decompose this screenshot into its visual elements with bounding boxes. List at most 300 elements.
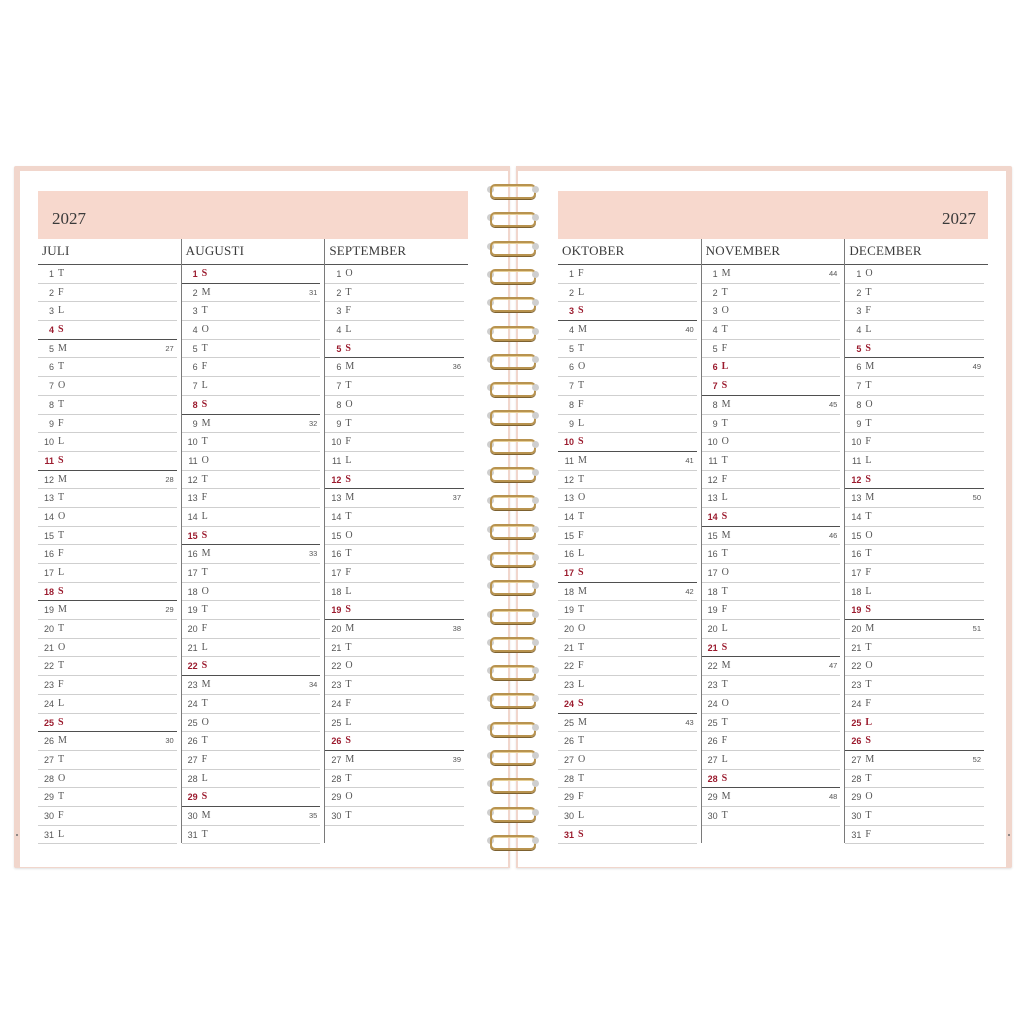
day-row xyxy=(845,471,984,490)
day-number: 22 xyxy=(43,661,54,672)
weekday-letter: L xyxy=(58,697,65,709)
wire-coil xyxy=(490,778,536,793)
weekday-letter: F xyxy=(865,567,871,578)
day-number: 29 xyxy=(43,792,54,803)
weekday-letter: L xyxy=(578,679,585,691)
day-row xyxy=(702,601,841,620)
day-number: 8 xyxy=(48,399,54,410)
weekday-letter: L xyxy=(721,623,728,635)
weekday-letter: T xyxy=(58,268,65,279)
weekday-letter: O xyxy=(345,660,353,672)
weekday-letter: L xyxy=(345,454,352,466)
day-row xyxy=(558,751,697,770)
day-number: 5 xyxy=(336,343,342,354)
week-number: 51 xyxy=(972,624,982,634)
day-row xyxy=(325,639,464,658)
day-row xyxy=(702,770,841,789)
day-number: 6 xyxy=(48,362,54,373)
day-number: 29 xyxy=(187,792,198,803)
weekday-letter: T xyxy=(58,361,65,373)
punch-hole xyxy=(532,611,539,618)
day-number: 19 xyxy=(851,605,862,616)
day-number: 12 xyxy=(331,474,342,485)
day-row xyxy=(182,358,321,377)
day-row xyxy=(702,732,841,751)
day-row xyxy=(702,396,841,415)
day-number: 3 xyxy=(336,306,342,317)
day-row xyxy=(325,807,464,826)
day-number: 18 xyxy=(851,586,862,597)
day-row xyxy=(845,695,984,714)
weekday-letter: T xyxy=(58,529,65,541)
day-number: 3 xyxy=(856,306,862,317)
day-row xyxy=(325,452,464,471)
weekday-letter: O xyxy=(201,324,209,336)
day-row xyxy=(702,452,841,471)
day-number: 14 xyxy=(331,511,342,522)
day-row xyxy=(38,564,177,583)
day-row xyxy=(845,302,984,321)
day-number: 13 xyxy=(187,493,198,504)
day-row xyxy=(38,284,177,303)
day-row xyxy=(325,751,464,770)
day-row xyxy=(38,433,177,452)
day-row xyxy=(845,284,984,303)
punch-hole xyxy=(532,384,539,391)
wire-coil xyxy=(490,722,536,737)
day-row xyxy=(182,788,321,807)
spiral-ring xyxy=(485,549,541,567)
day-row xyxy=(558,639,697,658)
day-number: 13 xyxy=(851,493,862,504)
day-number: 16 xyxy=(563,549,574,560)
day-number: 2 xyxy=(48,287,54,298)
weekday-letter: F xyxy=(865,697,871,709)
week-number: 31 xyxy=(309,287,318,297)
day-number: 16 xyxy=(851,549,862,560)
day-number: 4 xyxy=(192,325,198,336)
day-row xyxy=(845,508,984,527)
weekday-letter: F xyxy=(201,753,208,765)
spiral-ring xyxy=(485,662,541,680)
year-label-left: 2027 xyxy=(52,209,86,228)
day-row xyxy=(182,770,321,789)
day-number: 24 xyxy=(331,698,342,709)
day-row xyxy=(38,583,177,602)
day-number: 11 xyxy=(188,455,198,466)
weekday-letter: L xyxy=(58,567,65,578)
day-row xyxy=(325,620,464,639)
wire-coil xyxy=(490,382,536,397)
day-row xyxy=(845,770,984,789)
day-row xyxy=(558,807,697,826)
weekday-letter: M xyxy=(201,286,211,298)
weekday-letter: O xyxy=(58,380,66,392)
weekday-letter: S xyxy=(865,735,871,747)
day-number: 12 xyxy=(563,474,574,485)
month-name: SEPTEMBER xyxy=(325,239,468,265)
week-number: 43 xyxy=(685,717,694,727)
day-row xyxy=(702,564,841,583)
day-number: 19 xyxy=(707,605,718,616)
day-row xyxy=(325,265,464,284)
day-row xyxy=(845,527,984,546)
day-number: 7 xyxy=(336,381,342,392)
day-row xyxy=(702,620,841,639)
weekday-letter: T xyxy=(345,417,352,429)
weekday-letter: T xyxy=(201,697,208,709)
day-row xyxy=(702,788,841,807)
weekday-letter: O xyxy=(721,436,729,448)
weekday-letter: L xyxy=(578,286,585,298)
spiral-ring xyxy=(485,323,541,341)
day-row xyxy=(702,545,841,564)
weekday-letter: F xyxy=(345,305,351,317)
day-number: 23 xyxy=(331,680,342,691)
day-number: 18 xyxy=(331,586,342,597)
weekday-letter: S xyxy=(578,567,584,578)
day-row xyxy=(702,265,841,284)
day-number: 16 xyxy=(707,549,718,560)
day-row xyxy=(182,284,321,303)
day-row xyxy=(38,807,177,826)
weekday-letter: F xyxy=(865,436,871,448)
day-row xyxy=(325,770,464,789)
week-number: 44 xyxy=(829,269,838,278)
wire-coil xyxy=(490,524,536,539)
weekday-letter: T xyxy=(345,380,352,392)
weekday-letter: S xyxy=(201,268,208,279)
day-row xyxy=(325,676,464,695)
punch-hole xyxy=(532,497,539,504)
day-row xyxy=(845,396,984,415)
month-name: AUGUSTI xyxy=(182,239,325,265)
punch-hole xyxy=(532,271,539,278)
day-row xyxy=(38,657,177,676)
weekday-letter: M xyxy=(201,417,211,429)
weekday-letter: M xyxy=(865,753,875,765)
day-row xyxy=(182,396,321,415)
day-row xyxy=(325,340,464,359)
weekday-letter: F xyxy=(58,809,64,821)
weekday-letter: L xyxy=(721,361,729,373)
weekday-letter: T xyxy=(865,286,872,298)
weekday-letter: T xyxy=(865,380,872,392)
weekday-letter: L xyxy=(865,454,872,466)
weekday-letter: T xyxy=(721,454,728,466)
day-row xyxy=(845,676,984,695)
week-number: 47 xyxy=(829,661,838,671)
month-column xyxy=(558,239,701,843)
day-number: 3 xyxy=(192,306,198,317)
weekday-letter: M xyxy=(721,398,731,410)
day-row xyxy=(702,695,841,714)
day-number: 26 xyxy=(187,736,198,747)
day-row xyxy=(845,732,984,751)
month-grid-left xyxy=(38,239,468,843)
day-row xyxy=(325,377,464,396)
day-number: 17 xyxy=(43,568,54,578)
day-number: 7 xyxy=(48,381,54,392)
weekday-letter: T xyxy=(865,510,872,522)
wire-coil xyxy=(490,750,536,765)
weekday-letter: O xyxy=(201,716,209,728)
spiral-binding xyxy=(485,181,541,861)
day-number: 11 xyxy=(564,455,574,466)
day-number: 27 xyxy=(187,754,198,765)
day-number: 30 xyxy=(187,810,198,821)
day-number: 23 xyxy=(43,680,54,691)
day-row xyxy=(845,564,984,583)
week-number: 39 xyxy=(452,754,462,764)
spiral-ring xyxy=(485,804,541,822)
day-number: 20 xyxy=(851,624,862,635)
weekday-letter: S xyxy=(201,529,208,541)
day-row xyxy=(558,358,697,377)
day-number: 4 xyxy=(336,325,342,336)
day-number: 6 xyxy=(712,362,718,373)
day-row xyxy=(558,601,697,620)
week-number: 46 xyxy=(829,530,838,540)
week-number: 27 xyxy=(165,343,174,353)
day-number: 7 xyxy=(568,381,574,392)
day-row xyxy=(558,415,697,434)
day-number: 4 xyxy=(48,325,54,336)
day-row xyxy=(702,508,841,527)
weekday-letter: F xyxy=(721,604,728,616)
weekday-letter: T xyxy=(201,473,208,485)
day-number: 9 xyxy=(712,418,718,429)
day-row xyxy=(38,601,177,620)
spiral-ring xyxy=(485,351,541,369)
weekday-letter: L xyxy=(201,772,208,784)
day-row xyxy=(325,489,464,508)
day-row xyxy=(325,564,464,583)
weekday-letter: O xyxy=(345,529,353,541)
weekday-letter: S xyxy=(721,772,728,784)
day-row xyxy=(182,340,321,359)
day-number: 15 xyxy=(43,530,54,541)
weekday-letter: T xyxy=(58,791,65,803)
weekday-letter: O xyxy=(578,753,586,765)
day-row xyxy=(702,340,841,359)
day-row xyxy=(182,620,321,639)
year-header-band-right xyxy=(558,191,988,239)
weekday-letter: F xyxy=(201,623,208,635)
month-name: NOVEMBER xyxy=(702,239,845,265)
day-row xyxy=(558,508,697,527)
day-row xyxy=(702,807,841,826)
day-number: 11 xyxy=(332,455,342,466)
weekday-letter: F xyxy=(345,697,351,709)
week-number: 38 xyxy=(452,624,462,634)
weekday-letter: T xyxy=(865,641,872,653)
day-row xyxy=(38,415,177,434)
day-row xyxy=(845,583,984,602)
wire-coil xyxy=(490,326,536,341)
day-number: 17 xyxy=(331,568,342,578)
month-column xyxy=(181,239,325,843)
weekday-letter: T xyxy=(201,604,208,616)
weekday-letter: M xyxy=(578,454,587,466)
day-number: 23 xyxy=(187,680,198,691)
spiral-ring xyxy=(485,577,541,595)
day-row xyxy=(38,527,177,546)
day-number: 28 xyxy=(707,773,718,784)
day-number: 30 xyxy=(563,810,574,821)
weekday-letter: T xyxy=(578,641,585,653)
day-row xyxy=(702,321,841,340)
day-number: 26 xyxy=(43,736,54,747)
spiral-ring xyxy=(485,407,541,425)
weekday-letter: M xyxy=(865,492,875,504)
day-number: 17 xyxy=(187,568,198,578)
day-number: 28 xyxy=(187,773,198,784)
day-number: 25 xyxy=(563,717,574,728)
wire-coil xyxy=(490,184,536,199)
day-row xyxy=(182,302,321,321)
weekday-letter: M xyxy=(578,716,587,728)
day-number: 1 xyxy=(712,269,718,279)
weekday-letter: T xyxy=(345,772,352,784)
day-number: 29 xyxy=(851,792,862,803)
punch-hole xyxy=(532,667,539,674)
weekday-letter: L xyxy=(58,305,65,317)
day-number: 19 xyxy=(331,605,342,616)
week-number: 29 xyxy=(165,605,174,615)
day-row xyxy=(702,377,841,396)
weekday-letter: M xyxy=(721,791,731,803)
day-number: 12 xyxy=(187,474,198,485)
week-number: 52 xyxy=(972,754,982,764)
day-number: 23 xyxy=(563,680,574,691)
day-row xyxy=(38,265,177,284)
day-number: 21 xyxy=(563,642,574,653)
day-number: 6 xyxy=(336,362,342,373)
day-row xyxy=(325,527,464,546)
day-row xyxy=(845,601,984,620)
week-number: 30 xyxy=(165,736,174,746)
day-row xyxy=(182,452,321,471)
day-number: 29 xyxy=(563,792,574,803)
day-number: 15 xyxy=(187,530,198,541)
day-number: 1 xyxy=(856,269,862,279)
day-number: 12 xyxy=(707,474,718,485)
wire-coil xyxy=(490,354,536,369)
day-number: 2 xyxy=(336,287,342,298)
day-number: 26 xyxy=(563,736,574,747)
day-number: 24 xyxy=(563,698,574,709)
day-number: 10 xyxy=(707,437,718,448)
weekday-letter: L xyxy=(578,809,585,821)
day-row xyxy=(325,396,464,415)
month-column xyxy=(324,239,468,843)
weekday-letter: T xyxy=(578,735,585,747)
weekday-letter: O xyxy=(721,697,729,709)
weekday-letter: M xyxy=(345,623,355,635)
day-row xyxy=(182,732,321,751)
weekday-letter: L xyxy=(201,510,208,522)
day-number: 21 xyxy=(851,642,862,653)
day-row xyxy=(38,358,177,377)
day-number: 21 xyxy=(331,642,342,653)
weekday-letter: S xyxy=(58,454,64,466)
day-number: 1 xyxy=(336,269,342,279)
day-number: 14 xyxy=(187,511,198,522)
day-number: 25 xyxy=(187,717,198,728)
day-row xyxy=(182,676,321,695)
spiral-ring xyxy=(485,436,541,454)
day-number: 20 xyxy=(43,624,54,635)
weekday-letter: M xyxy=(721,268,731,279)
day-number: 29 xyxy=(707,792,718,803)
spiral-ring xyxy=(485,492,541,510)
weekday-letter: F xyxy=(578,398,584,410)
day-number: 22 xyxy=(707,661,718,672)
weekday-letter: O xyxy=(865,660,873,672)
punch-hole xyxy=(532,526,539,533)
weekday-letter: F xyxy=(865,305,871,317)
day-row xyxy=(845,489,984,508)
spiral-ring xyxy=(485,832,541,850)
day-number: 13 xyxy=(563,493,574,504)
weekday-letter: S xyxy=(345,735,351,747)
weekday-letter: F xyxy=(345,436,351,448)
day-number: 21 xyxy=(43,642,54,653)
weekday-letter: O xyxy=(58,641,66,653)
weekday-letter: T xyxy=(58,753,65,765)
day-row xyxy=(558,732,697,751)
punch-hole xyxy=(532,186,539,193)
day-number: 22 xyxy=(563,661,574,672)
weekday-letter: T xyxy=(201,436,208,448)
wire-coil xyxy=(490,637,536,652)
day-row xyxy=(38,695,177,714)
weekday-letter: T xyxy=(345,641,352,653)
day-number: 13 xyxy=(707,493,718,504)
week-number: 41 xyxy=(685,455,694,465)
day-number: 21 xyxy=(187,642,198,653)
day-number: 18 xyxy=(563,586,574,597)
day-row xyxy=(845,714,984,733)
weekday-letter: M xyxy=(865,361,875,373)
day-row xyxy=(845,657,984,676)
weekday-letter: S xyxy=(58,324,64,336)
weekday-letter: T xyxy=(345,286,352,298)
weekday-letter: L xyxy=(345,585,352,597)
weekday-letter: T xyxy=(578,380,585,392)
day-row xyxy=(845,545,984,564)
day-number: 24 xyxy=(43,698,54,709)
day-number: 9 xyxy=(568,418,574,429)
day-number: 2 xyxy=(712,287,718,298)
day-number: 24 xyxy=(187,698,198,709)
day-number: 5 xyxy=(48,343,54,354)
weekday-letter: S xyxy=(578,697,584,709)
day-number: 4 xyxy=(568,325,574,336)
weekday-letter: L xyxy=(201,641,208,653)
day-row xyxy=(558,564,697,583)
weekday-letter: M xyxy=(345,753,355,765)
weekday-letter: S xyxy=(58,716,64,728)
day-row xyxy=(845,639,984,658)
day-row xyxy=(558,265,697,284)
weekday-letter: F xyxy=(345,567,351,578)
day-row xyxy=(182,807,321,826)
wire-coil xyxy=(490,665,536,680)
day-row xyxy=(845,452,984,471)
day-row xyxy=(38,751,177,770)
